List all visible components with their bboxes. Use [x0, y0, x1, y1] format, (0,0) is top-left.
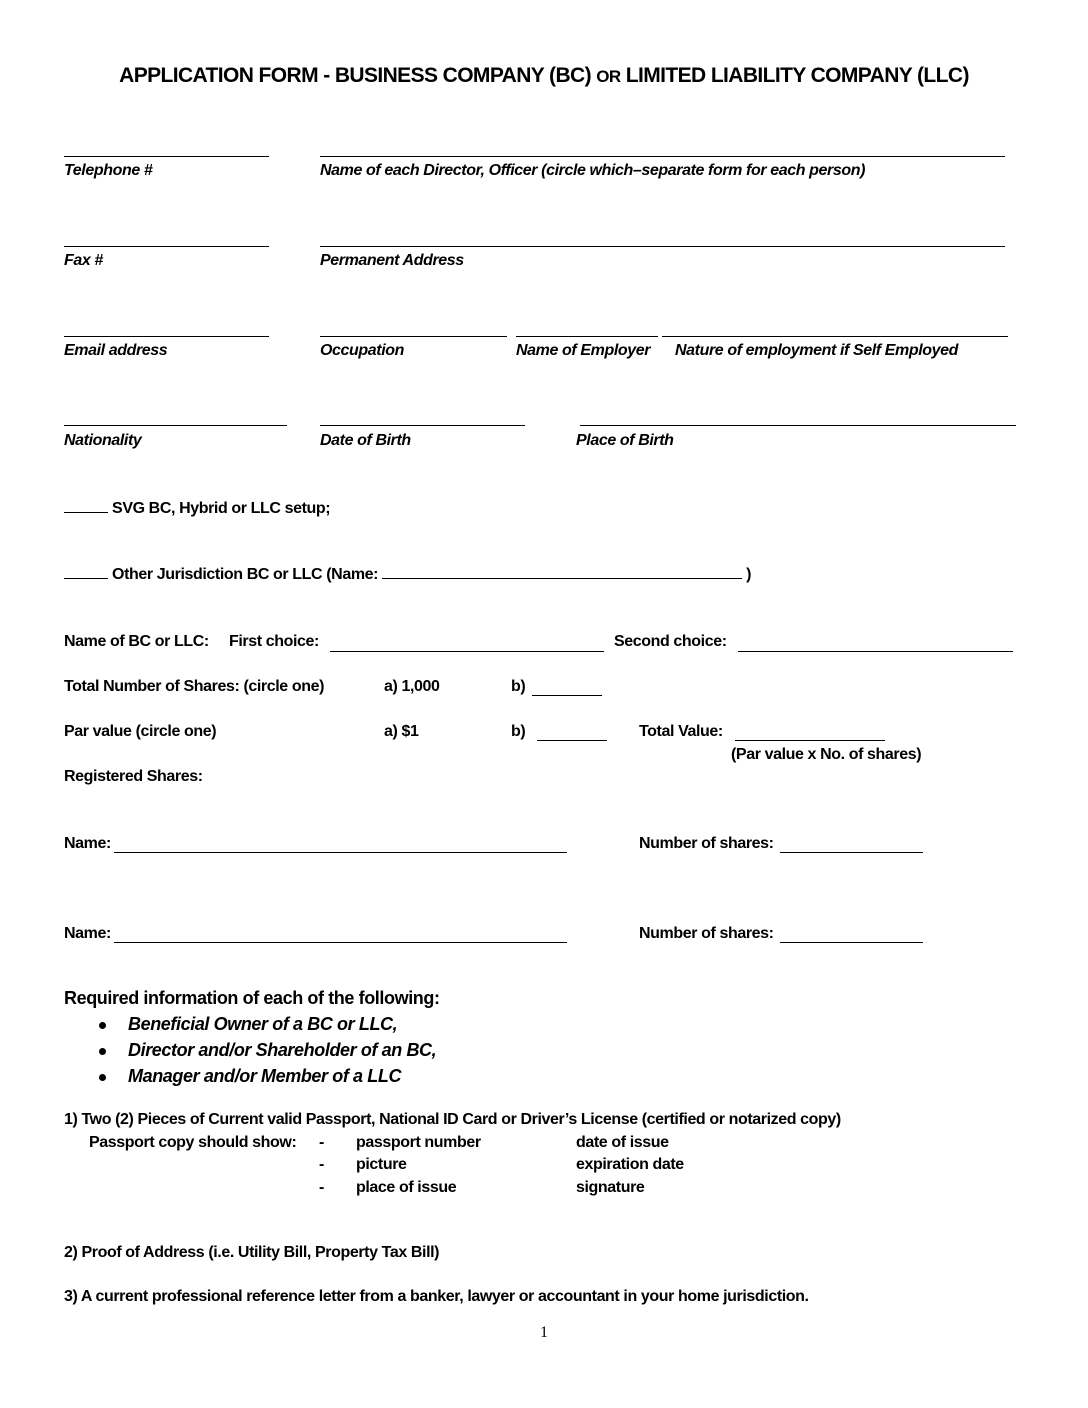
first-choice-line[interactable] — [330, 651, 604, 652]
date-of-birth-line[interactable] — [320, 425, 525, 426]
bullet-icon — [99, 1074, 106, 1081]
total-shares-option-a[interactable]: a) 1,000 — [384, 678, 440, 695]
page-number: 1 — [540, 1324, 548, 1341]
required-bullet-3: Manager and/or Member of a LLC — [128, 1066, 402, 1086]
total-value-note: (Par value x No. of shares) — [731, 746, 922, 763]
title-part-3: LIMITED LIABILITY COMPANY (LLC) — [625, 64, 969, 87]
date-of-birth-label: Date of Birth — [320, 432, 411, 449]
nationality-label: Nationality — [64, 432, 142, 449]
place-of-birth-line[interactable] — [580, 425, 1016, 426]
telephone-label: Telephone # — [64, 162, 153, 179]
par-value-label: Par value (circle one) — [64, 723, 217, 740]
nature-employment-line[interactable] — [662, 336, 1008, 337]
director-name-label: Name of each Director, Officer (circle which–separate form for each person) — [320, 162, 866, 179]
number-of-shares-line-1[interactable] — [780, 852, 923, 853]
employer-label: Name of Employer — [516, 342, 651, 359]
requirement-1: 1) Two (2) Pieces of Current valid Passport, National ID Card or Driver’s License (certified or notarized copy) — [64, 1111, 841, 1128]
second-choice-label: Second choice: — [614, 633, 727, 650]
title-part-2: OR — [596, 67, 621, 86]
total-shares-label: Total Number of Shares: (circle one) — [64, 678, 325, 695]
par-value-option-b[interactable]: b) — [511, 723, 526, 740]
bullet-icon — [99, 1048, 106, 1055]
registered-shares-label: Registered Shares: — [64, 768, 203, 785]
second-choice-line[interactable] — [738, 651, 1013, 652]
place-of-birth-label: Place of Birth — [576, 432, 674, 449]
nature-employment-label: Nature of employment if Self Employed — [675, 342, 959, 359]
employer-line[interactable] — [516, 336, 658, 337]
required-bullet-1: Beneficial Owner of a BC or LLC, — [128, 1014, 398, 1034]
other-jurisdiction-label: Other Jurisdiction BC or LLC (Name: — [112, 566, 379, 583]
page-title — [0, 64, 1088, 88]
dash-2: - — [319, 1156, 324, 1173]
occupation-label: Occupation — [320, 342, 405, 359]
svg-setup-checkline[interactable] — [64, 500, 108, 513]
passport-item-5: place of issue — [356, 1179, 457, 1196]
number-of-shares-label-2: Number of shares: — [639, 925, 774, 942]
passport-item-4: expiration date — [576, 1156, 684, 1173]
total-shares-option-b[interactable]: b) — [511, 678, 526, 695]
passport-item-2: date of issue — [576, 1134, 669, 1151]
other-jurisdiction-close: ) — [746, 566, 752, 583]
occupation-line[interactable] — [320, 336, 507, 337]
nationality-line[interactable] — [64, 425, 287, 426]
other-jurisdiction-option — [64, 566, 751, 584]
passport-item-1: passport number — [356, 1134, 481, 1151]
number-of-shares-line-2[interactable] — [780, 942, 923, 943]
first-choice-label: First choice: — [229, 633, 319, 650]
number-of-shares-label-1: Number of shares: — [639, 835, 774, 852]
permanent-address-line[interactable] — [320, 246, 1005, 247]
passport-copy-label: Passport copy should show: — [89, 1134, 297, 1151]
shareholder-name-label-1: Name: — [64, 835, 111, 852]
passport-item-6: signature — [576, 1179, 645, 1196]
requirement-2: 2) Proof of Address (i.e. Utility Bill, Property Tax Bill) — [64, 1244, 440, 1261]
fax-line[interactable] — [64, 246, 269, 247]
company-name-label: Name of BC or LLC: — [64, 633, 209, 650]
total-shares-b-line[interactable] — [532, 695, 602, 696]
shareholder-name-label-2: Name: — [64, 925, 111, 942]
other-jurisdiction-checkline[interactable] — [64, 566, 108, 579]
other-jurisdiction-name-line[interactable] — [382, 566, 742, 579]
svg-setup-option — [64, 500, 330, 518]
permanent-address-label: Permanent Address — [320, 252, 464, 269]
required-bullet-2: Director and/or Shareholder of an BC, — [128, 1040, 437, 1060]
passport-item-3: picture — [356, 1156, 407, 1173]
required-info-heading: Required information of each of the following: — [64, 988, 440, 1008]
fax-label: Fax # — [64, 252, 103, 269]
email-label: Email address — [64, 342, 168, 359]
par-value-option-a[interactable]: a) $1 — [384, 723, 419, 740]
shareholder-name-line-1[interactable] — [114, 852, 567, 853]
total-value-line[interactable] — [735, 740, 885, 741]
telephone-line[interactable] — [64, 156, 269, 157]
dash-1: - — [319, 1134, 324, 1151]
par-value-b-line[interactable] — [537, 740, 607, 741]
bullet-icon — [99, 1022, 106, 1029]
total-value-label: Total Value: — [639, 723, 723, 740]
email-line[interactable] — [64, 336, 269, 337]
dash-3: - — [319, 1179, 324, 1196]
director-name-line[interactable] — [320, 156, 1005, 157]
requirement-3: 3) A current professional reference letter from a banker, lawyer or accountant in your home jurisdiction. — [64, 1288, 809, 1305]
svg-setup-label: SVG BC, Hybrid or LLC setup; — [112, 500, 331, 517]
title-part-1: APPLICATION FORM - BUSINESS COMPANY (BC) — [119, 64, 591, 87]
shareholder-name-line-2[interactable] — [114, 942, 567, 943]
